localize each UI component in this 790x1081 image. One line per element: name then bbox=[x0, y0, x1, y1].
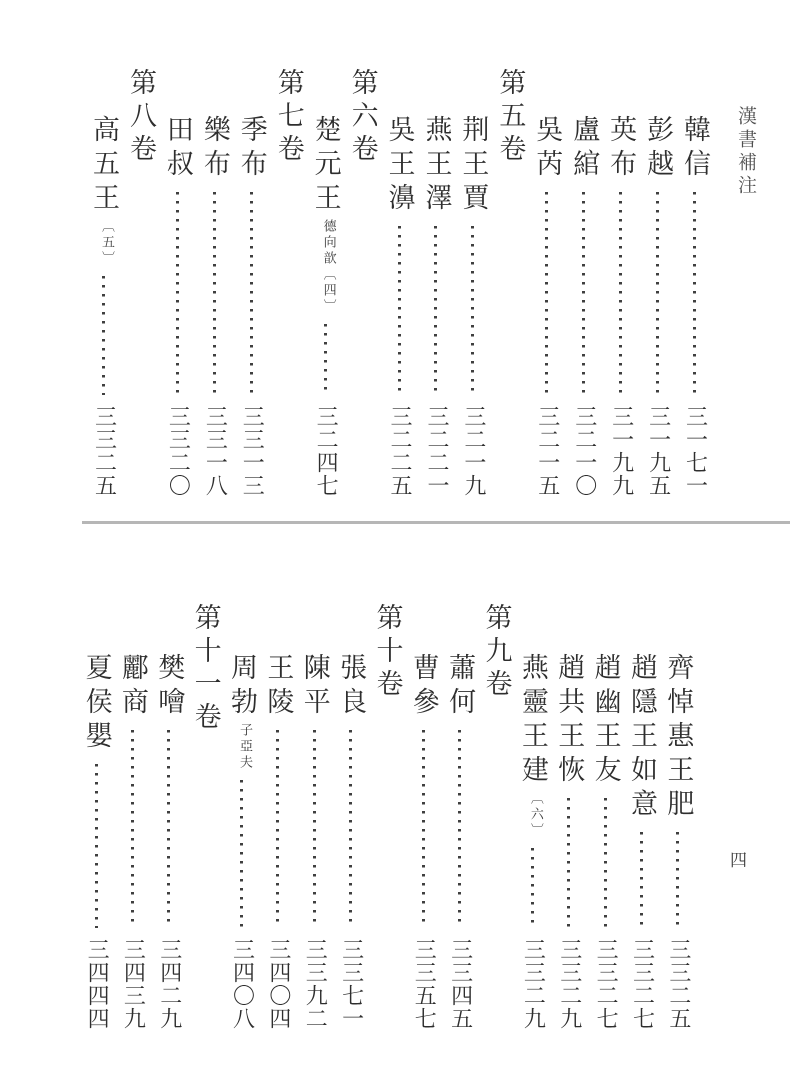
dot-leader bbox=[213, 192, 216, 395]
entry-name-block bbox=[335, 653, 367, 721]
dot-leader bbox=[167, 730, 170, 928]
entry-page-number: 三二二一 bbox=[423, 405, 449, 497]
entry-name: 酈商 bbox=[116, 653, 148, 721]
entry-name-block bbox=[153, 653, 185, 721]
entry-name-block bbox=[262, 653, 294, 721]
entry-name-block bbox=[444, 653, 476, 721]
toc-entry bbox=[565, 68, 602, 497]
dot-leader bbox=[276, 730, 279, 928]
toc-entry bbox=[159, 68, 196, 497]
section-title: 第五卷 bbox=[494, 68, 526, 167]
entry-page-number: 三二二五 bbox=[387, 405, 413, 497]
entry-name: 陳平 bbox=[298, 653, 330, 721]
toc-top-half bbox=[85, 68, 713, 497]
dot-leader bbox=[656, 192, 659, 395]
entry-name-block bbox=[531, 115, 563, 183]
entry-name-block bbox=[589, 653, 621, 789]
dot-leader bbox=[545, 192, 548, 395]
entry-page-number: 三四〇八 bbox=[229, 938, 255, 1030]
entry-name: 吳芮 bbox=[531, 115, 563, 183]
entry-annotation: 〔五〕 bbox=[99, 219, 115, 267]
entry-name-block bbox=[662, 653, 694, 823]
toc-entry bbox=[114, 603, 150, 1030]
dot-leader bbox=[604, 798, 607, 928]
toc-entry bbox=[514, 603, 550, 1030]
entry-name: 趙共王恢 bbox=[553, 653, 585, 789]
entry-name: 王陵 bbox=[262, 653, 294, 721]
section-title: 第十一卷 bbox=[189, 603, 221, 735]
toc-section-header bbox=[122, 68, 159, 497]
dot-leader bbox=[458, 730, 461, 928]
toc-entry bbox=[676, 68, 713, 497]
entry-name-block bbox=[553, 653, 585, 789]
entry-page-number: 三二一五 bbox=[534, 405, 560, 497]
dot-leader bbox=[422, 730, 425, 928]
dot-leader bbox=[471, 226, 474, 395]
toc-entry bbox=[223, 603, 259, 1030]
entry-name: 盧綰 bbox=[568, 115, 600, 183]
dot-leader bbox=[324, 324, 327, 395]
entry-name-block bbox=[198, 115, 230, 183]
entry-page-number: 三三七一 bbox=[338, 938, 364, 1030]
dot-leader bbox=[693, 192, 696, 395]
page-number: 四 bbox=[726, 851, 746, 868]
entry-name-block bbox=[457, 115, 489, 217]
dot-leader bbox=[176, 192, 179, 395]
section-title: 第九卷 bbox=[480, 603, 512, 702]
dot-leader bbox=[131, 730, 134, 928]
toc-bottom-half bbox=[78, 603, 696, 1030]
entry-name: 彭越 bbox=[642, 115, 674, 183]
entry-name-block bbox=[494, 68, 526, 167]
entry-page-number: 三二四七 bbox=[313, 405, 339, 497]
entry-page-number: 三三二〇 bbox=[165, 405, 191, 497]
entry-page-number: 三四四四 bbox=[84, 938, 110, 1030]
toc-entry bbox=[260, 603, 296, 1030]
toc-entry bbox=[405, 603, 441, 1030]
entry-annotation: 子亞夫 bbox=[237, 723, 252, 771]
entry-page-number: 三三一八 bbox=[202, 405, 228, 497]
toc-entry bbox=[418, 68, 455, 497]
toc-entry bbox=[381, 68, 418, 497]
dot-leader bbox=[349, 730, 352, 928]
entry-name: 張良 bbox=[335, 653, 367, 721]
dot-leader bbox=[398, 226, 401, 395]
entry-page-number: 三三二九 bbox=[556, 938, 582, 1030]
entry-name-block bbox=[88, 115, 120, 267]
dot-leader bbox=[582, 192, 585, 395]
book-title: 漢書補注 bbox=[735, 106, 757, 198]
entry-name-block bbox=[80, 653, 112, 755]
entry-name: 樂布 bbox=[198, 115, 230, 183]
toc-entry bbox=[528, 68, 565, 497]
toc-entry bbox=[307, 68, 344, 497]
dot-leader bbox=[250, 192, 253, 395]
entry-page-number: 三四〇四 bbox=[265, 938, 291, 1030]
entry-page-number: 三四三九 bbox=[120, 938, 146, 1030]
entry-name-block bbox=[625, 653, 657, 823]
toc-section-header bbox=[270, 68, 307, 497]
toc-entry bbox=[551, 603, 587, 1030]
entry-name: 趙隱王如意 bbox=[625, 653, 657, 823]
dot-leader bbox=[567, 798, 570, 928]
toc-entry bbox=[85, 68, 122, 497]
dot-leader bbox=[95, 764, 98, 928]
toc-entry bbox=[196, 68, 233, 497]
toc-section-header bbox=[344, 68, 381, 497]
entry-page-number: 三一七一 bbox=[682, 405, 708, 497]
toc-entry bbox=[233, 68, 270, 497]
entry-name: 燕王澤 bbox=[420, 115, 452, 217]
entry-name-block bbox=[189, 603, 221, 735]
entry-name: 齊悼惠王肥 bbox=[662, 653, 694, 823]
section-title: 第十卷 bbox=[371, 603, 403, 702]
entry-name: 田叔 bbox=[161, 115, 193, 183]
dot-leader bbox=[676, 832, 679, 928]
entry-annotation: 德向歆〔四〕 bbox=[320, 219, 336, 315]
entry-name-block bbox=[642, 115, 674, 183]
toc-section-header bbox=[187, 603, 223, 1030]
entry-name: 韓信 bbox=[679, 115, 711, 183]
entry-name-block bbox=[383, 115, 415, 217]
dot-leader bbox=[434, 226, 437, 395]
toc-entry bbox=[639, 68, 676, 497]
entry-name-block bbox=[480, 603, 512, 702]
entry-name: 荆王賈 bbox=[457, 115, 489, 217]
entry-page-number: 三三二五 bbox=[665, 938, 691, 1030]
section-title: 第八卷 bbox=[124, 68, 156, 167]
entry-page-number: 三三二七 bbox=[593, 938, 619, 1030]
toc-section-header bbox=[369, 603, 405, 1030]
entry-page-number: 三三一三 bbox=[239, 405, 265, 497]
toc-entry bbox=[587, 603, 623, 1030]
section-title: 第六卷 bbox=[346, 68, 378, 167]
entry-page-number: 三二一〇 bbox=[571, 405, 597, 497]
entry-name: 樊噲 bbox=[153, 653, 185, 721]
entry-page-number: 三三二五 bbox=[91, 405, 117, 497]
toc-entry bbox=[623, 603, 659, 1030]
toc-section-header bbox=[478, 603, 514, 1030]
dot-leader bbox=[240, 780, 243, 928]
toc-entry bbox=[454, 68, 491, 497]
dot-leader bbox=[640, 832, 643, 928]
section-title: 第七卷 bbox=[272, 68, 304, 167]
toc-entry bbox=[151, 603, 187, 1030]
entry-name-block bbox=[568, 115, 600, 183]
entry-name-block bbox=[228, 653, 255, 771]
entry-name: 趙幽王友 bbox=[589, 653, 621, 789]
entry-name: 楚元王 bbox=[309, 115, 341, 217]
entry-name-block bbox=[161, 115, 193, 183]
entry-name-block bbox=[407, 653, 439, 721]
entry-page-number: 三三二七 bbox=[629, 938, 655, 1030]
entry-name-block bbox=[309, 115, 341, 315]
entry-page-number: 三一九九 bbox=[608, 405, 634, 497]
entry-page-number: 三三二九 bbox=[520, 938, 546, 1030]
entry-name: 英布 bbox=[605, 115, 637, 183]
entry-name: 燕靈王建 bbox=[516, 653, 548, 789]
entry-name-block bbox=[679, 115, 711, 183]
entry-name-block bbox=[516, 653, 548, 839]
entry-name: 夏侯嬰 bbox=[80, 653, 112, 755]
dot-leader bbox=[313, 730, 316, 928]
dot-leader bbox=[531, 848, 534, 928]
entry-name: 吳王濞 bbox=[383, 115, 415, 217]
entry-annotation: 〔六〕 bbox=[527, 791, 543, 839]
entry-name-block bbox=[235, 115, 267, 183]
entry-name-block bbox=[298, 653, 330, 721]
entry-page-number: 三三五七 bbox=[411, 938, 437, 1030]
entry-name-block bbox=[605, 115, 637, 183]
entry-page-number: 三一九五 bbox=[645, 405, 671, 497]
entry-name: 周勃 bbox=[226, 653, 257, 721]
entry-page-number: 三四二九 bbox=[156, 938, 182, 1030]
toc-entry bbox=[660, 603, 696, 1030]
entry-name-block bbox=[124, 68, 156, 167]
entry-name-block bbox=[371, 603, 403, 702]
half-page-divider bbox=[82, 521, 790, 524]
toc-entry bbox=[296, 603, 332, 1030]
entry-name-block bbox=[420, 115, 452, 217]
toc-entry bbox=[78, 603, 114, 1030]
dot-leader bbox=[102, 276, 105, 395]
toc-entry bbox=[441, 603, 477, 1030]
entry-name-block bbox=[346, 68, 378, 167]
entry-name: 季布 bbox=[235, 115, 267, 183]
entry-name: 曹參 bbox=[407, 653, 439, 721]
entry-name-block bbox=[272, 68, 304, 167]
toc-section-header bbox=[491, 68, 528, 497]
toc-entry bbox=[602, 68, 639, 497]
entry-name-block bbox=[116, 653, 148, 721]
entry-name: 高五王 bbox=[88, 115, 120, 217]
toc-entry bbox=[332, 603, 368, 1030]
entry-page-number: 三二一九 bbox=[460, 405, 486, 497]
entry-name: 蕭何 bbox=[444, 653, 476, 721]
entry-page-number: 三三九二 bbox=[302, 938, 328, 1030]
dot-leader bbox=[619, 192, 622, 395]
entry-page-number: 三三四五 bbox=[447, 938, 473, 1030]
